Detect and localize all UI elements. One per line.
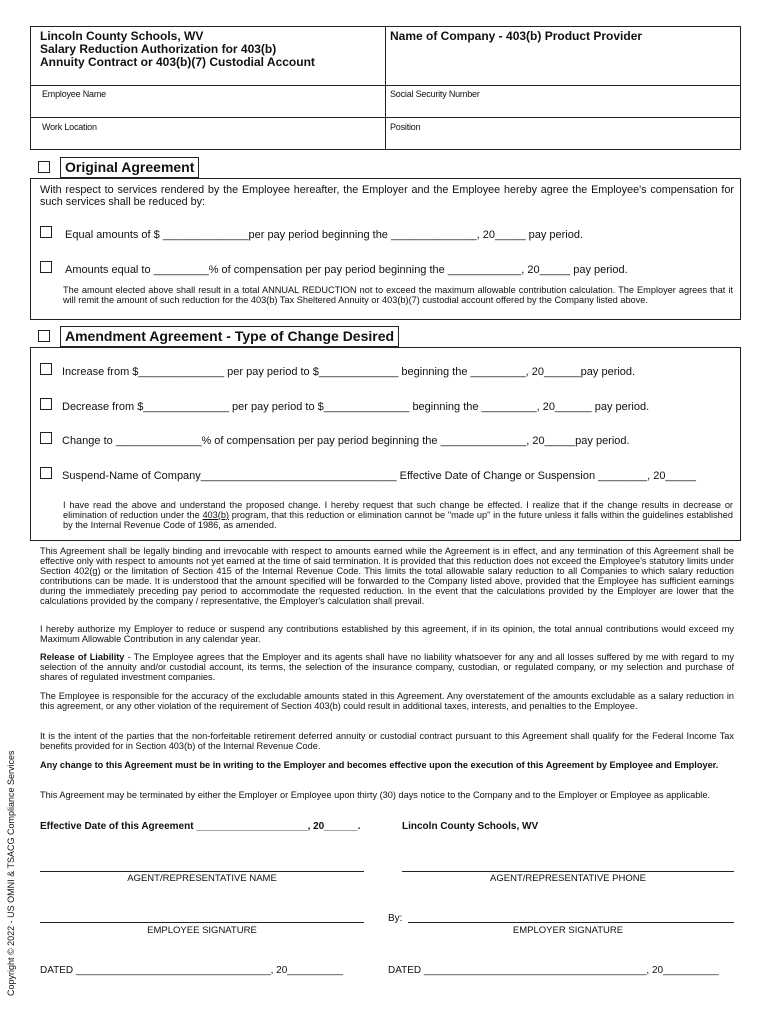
suspend-checkbox[interactable] — [40, 467, 52, 479]
change-option[interactable]: Change to ______________% of compensation per pay period beginning the ______________, 20_____pay period. — [62, 435, 630, 447]
header-table — [30, 26, 741, 150]
percent-amounts-option[interactable]: Amounts equal to _________% of compensation per pay period beginning the ____________, 20_____ pay period. — [65, 264, 628, 276]
agent-name-label: AGENT/REPRESENTATIVE NAME — [127, 873, 277, 884]
header-row-divider — [31, 85, 740, 86]
employer-signature-line[interactable] — [408, 922, 734, 923]
increase-checkbox[interactable] — [40, 363, 52, 375]
amendment-agreement-checkbox[interactable] — [38, 330, 50, 342]
change-checkbox[interactable] — [40, 432, 52, 444]
ack-text: program, that this reduction or elimination cannot be "made up" in the future unless it falls within the guidelines established by the Internal Revenue Code of 1986, as amended. — [63, 510, 733, 530]
by-label: By: — [388, 913, 403, 924]
position-field[interactable]: Position — [390, 122, 421, 132]
original-agreement-title: Original Agreement — [60, 157, 199, 178]
header-row-divider — [31, 117, 740, 118]
annual-reduction-note: The amount elected above shall result in a total ANNUAL REDUCTION not to exceed the maximum allowable contribution calculation. The Employer agrees that it will remit the amount of such reduction for the 403(b) Tax Sheltered Annuity or 403(b)(7) custodial account offered by the Company listed above. — [63, 285, 733, 305]
form-title-line: Annuity Contract or 403(b)(7) Custodial Account — [40, 55, 315, 69]
agent-phone-label: AGENT/REPRESENTATIVE PHONE — [490, 873, 646, 884]
release-of-liability-heading: Release of Liability — [40, 652, 125, 662]
agent-name-line[interactable] — [40, 871, 364, 872]
form-title-line: Lincoln County Schools, WV — [40, 29, 204, 43]
employee-name-field[interactable]: Employee Name — [42, 89, 106, 99]
company-name-label: Name of Company - 403(b) Product Provider — [390, 29, 643, 43]
work-location-field[interactable]: Work Location — [42, 122, 97, 132]
release-text: - The Employee agrees that the Employer and its agents shall have no liability whatsoever for any and all losses suffered by me with regard to my selection of the annuity and/or custodial account, its terms, the selection of the insurance company, custodian, or regulated company, or my selection and purchase of shares of regulated investment companies. — [40, 652, 734, 682]
form-title-line: Salary Reduction Authorization for 403(b) — [40, 42, 277, 56]
original-agreement-checkbox[interactable] — [38, 161, 50, 173]
ssn-field[interactable]: Social Security Number — [390, 89, 480, 99]
suspend-option[interactable]: Suspend-Name of Company________________________________ Effective Date of Change or Suspension ________, 20_____ — [62, 470, 697, 482]
403b-link[interactable]: 403(b) — [202, 510, 229, 520]
employee-signature-line[interactable] — [40, 922, 364, 923]
copyright-notice: Copyright © 2022 - US OMNI & TSACG Compliance Services — [6, 750, 16, 996]
employee-signature-label: EMPLOYEE SIGNATURE — [147, 925, 257, 936]
responsibility-paragraph: The Employee is responsible for the accuracy of the excludable amounts stated in this Agreement. Any overstatement of the amounts excludable as a salary reduction in this agreement, or any other violation of the requirement of Section 403(b) could result in additional taxes, interests, and penalties to the Employee. — [40, 691, 734, 711]
increase-option[interactable]: Increase from $______________ per pay period to $_____________ beginning the _________, 20______pay period. — [62, 366, 636, 378]
release-of-liability-paragraph — [40, 652, 734, 682]
intent-paragraph: It is the intent of the parties that the non-forfeitable retirement deferred annuity or custodial contract pursuant to this Agreement shall qualify for the Federal Income Tax benefits provided for in Section 403(b) of the Internal Revenue Code. — [40, 731, 734, 751]
employer-dated-field[interactable]: DATED ________________________________________, 20__________ — [388, 965, 719, 976]
effective-date-field[interactable]: Effective Date of this Agreement ____________________, 20______. — [40, 821, 361, 832]
form-title — [40, 30, 315, 69]
percent-amounts-checkbox[interactable] — [40, 261, 52, 273]
equal-amounts-option[interactable]: Equal amounts of $ ______________per pay period beginning the ______________, 20_____ pay period. — [65, 229, 584, 241]
binding-terms-paragraph: This Agreement shall be legally binding and irrevocable with respect to amounts earned while the Agreement is in effect, and any termination of this Agreement shall be effective only with respect to amounts not yet earned at the time of said termination. It is provided that this reduction does not exceed the Employee's statutory limits under Section 402(g) or the limitation of Section 415 of the Internal Revenue Code. This limits the total allowable salary reduction to all Companies to which salary reduction contributions can be made. It is understood that the amount specified will be forwarded to the Company listed above, provided that the Employee has sufficient earnings during the immediately preceding pay period to accommodate the requested reduction. In the event that the calculations provided by the Employer are lower that the calculations provided by the company / representative, the Employer's calculation shall prevail. — [40, 546, 734, 606]
ack-text: I have read the above and understand the proposed change. I hereby request that such change be effected. I realize that if the change results in decrease or elimination of reduction under the — [63, 500, 733, 520]
agent-phone-line[interactable] — [402, 871, 734, 872]
original-intro: With respect to services rendered by the Employee hereafter, the Employer and the Employee hereby agree the Employee's compensation for such services shall be reduced by: — [40, 184, 734, 208]
decrease-checkbox[interactable] — [40, 398, 52, 410]
termination-paragraph: This Agreement may be terminated by either the Employer or Employee upon thirty (30) days notice to the Company and to the Employer or Employee as applicable. — [40, 790, 711, 800]
amendment-agreement-title: Amendment Agreement - Type of Change Desired — [60, 326, 399, 347]
change-in-writing-paragraph: Any change to this Agreement must be in writing to the Employer and becomes effective upon the execution of this Agreement by Employee and Employer. — [40, 760, 719, 770]
equal-amounts-checkbox[interactable] — [40, 226, 52, 238]
authorization-paragraph: I hereby authorize my Employer to reduce or suspend any contributions established by this agreement, if in its opinion, the total annual contributions would exceed my Maximum Allowable Contribution in any calendar year. — [40, 624, 734, 644]
employer-name: Lincoln County Schools, WV — [402, 821, 539, 832]
header-divider — [385, 27, 386, 149]
decrease-option[interactable]: Decrease from $______________ per pay period to $______________ beginning the _________, 20______ pay period. — [62, 401, 650, 413]
change-acknowledgement — [63, 500, 733, 530]
employee-dated-field[interactable]: DATED ___________________________________, 20__________ — [40, 965, 343, 976]
employer-signature-label: EMPLOYER SIGNATURE — [512, 925, 624, 936]
